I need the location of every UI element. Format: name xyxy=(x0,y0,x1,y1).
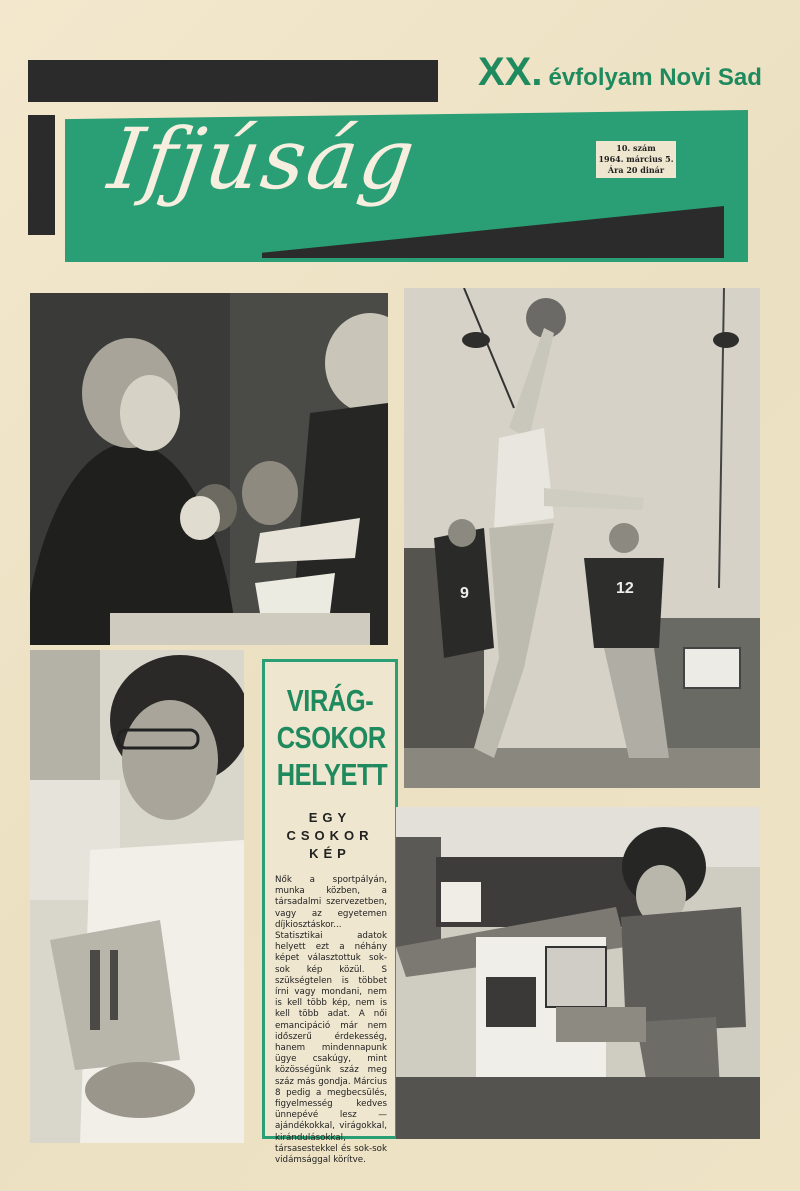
basketball-photo xyxy=(404,288,760,788)
jersey-number-a: 9 xyxy=(460,585,469,602)
jersey-number-b: 12 xyxy=(616,580,634,597)
issue-price: Ára 20 dinár xyxy=(607,165,665,175)
award-ceremony-photo xyxy=(30,293,388,645)
subhead-line-2: CSOKOR xyxy=(286,828,374,843)
volume-location: évfolyam Novi Sad xyxy=(548,64,762,91)
feature-headline xyxy=(276,682,388,793)
student-reading-photo xyxy=(30,650,244,1143)
subhead-line-3: KÉP xyxy=(309,846,351,861)
volume-number: XX. xyxy=(478,50,543,94)
kitchen-photo xyxy=(396,807,760,1139)
issue-info-box xyxy=(596,141,676,178)
feature-article-box xyxy=(262,659,398,1166)
volume-line xyxy=(478,50,762,95)
headline-line-3: HELYETT xyxy=(276,757,388,792)
newspaper-title: Ifjúság xyxy=(103,110,423,208)
headline-line-1: VIRÁG- xyxy=(286,683,374,718)
top-black-bar xyxy=(28,60,438,102)
feature-subhead xyxy=(265,809,395,863)
headline-line-2: CSOKOR xyxy=(276,720,386,755)
left-black-tab xyxy=(28,115,55,235)
feature-body-text: Nők a sportpályán, munka közben, a társadalmi szervezetben, vagy az egyetemen díjkiosztáskor... Statisztikai adatok helyett ezt a néhány képet választottuk sok-sok kép közül. S szükségtelen is többet írni vagy mondani, nem is kell több kép, nem is kell több adat. A női emancipáció már nem időszerű érdekesség, hanem mindennapunk ügye csakúgy, mint közösségünk száz meg száz más gondja. Március 8 pedig a megbecsülés, figyelmesség kedves ünnepévé lesz — ajándékokkal, virágokkal, kirándulásokkal, társasestekkel és sok-sok vidámsággal körítve. xyxy=(275,875,387,1166)
issue-date: 1964. március 5. xyxy=(598,154,674,164)
subhead-line-1: EGY xyxy=(308,810,352,825)
issue-number: 10. szám xyxy=(616,143,656,153)
